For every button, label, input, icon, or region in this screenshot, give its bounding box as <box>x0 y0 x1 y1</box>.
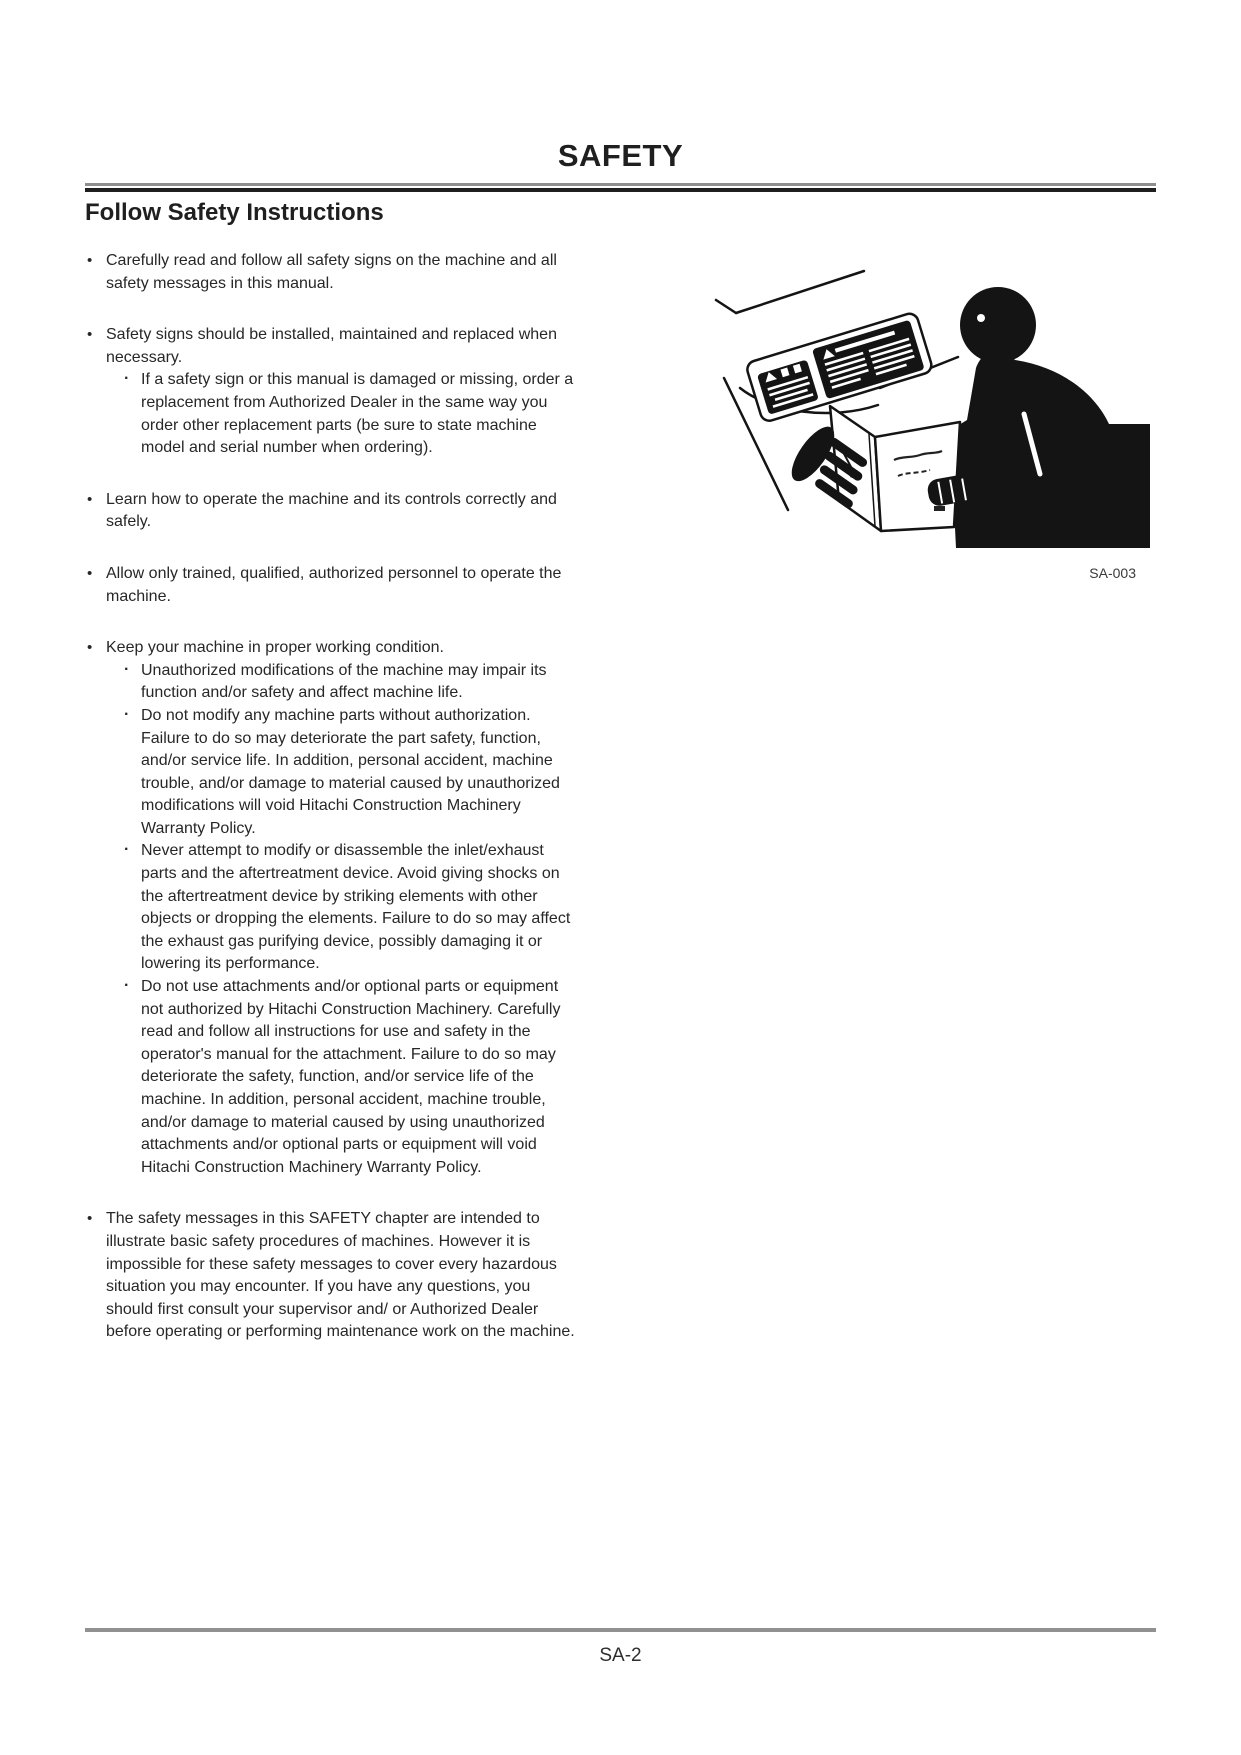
sub-bullet-text: Do not modify any machine parts without authorization. Failure to do so may deteriorate the part safety, function, and/or service life. In addition, personal accident, machine trouble, and/or damage to material caused by unauthorized modifications will void Hitachi Construction Machinery Warranty Policy. <box>141 706 560 837</box>
bullet-text: Allow only trained, qualified, authorized personnel to operate the machine. <box>106 564 562 605</box>
bullet-item <box>85 250 580 295</box>
sub-bullet-item <box>122 369 580 459</box>
sub-bullet-marker: · <box>124 660 130 678</box>
bullet-marker: • <box>87 1210 93 1228</box>
sub-bullet-item <box>122 840 580 976</box>
bullet-marker: • <box>87 639 93 657</box>
warning-labels <box>745 312 933 423</box>
bullet-marker: • <box>87 564 93 582</box>
bullet-text: Safety signs should be installed, maintained and replaced when necessary. <box>106 326 557 366</box>
person-silhouette <box>933 287 1150 548</box>
bullet-item <box>85 1208 580 1344</box>
sub-bullet-marker: · <box>124 977 130 995</box>
sub-bullet-item <box>122 976 580 1179</box>
sub-bullet-marker: · <box>124 841 130 859</box>
section-title: Follow Safety Instructions <box>85 199 384 226</box>
header-rule-dark <box>85 188 1156 192</box>
sub-bullet-marker: · <box>124 705 130 723</box>
sub-bullet-item <box>122 660 580 705</box>
bullet-marker: • <box>87 326 93 344</box>
eye-dot <box>977 314 985 322</box>
person-reading-manual-illustration <box>640 238 1150 548</box>
bullet-text: The safety messages in this SAFETY chapter are intended to illustrate basic safety procedures of machines. However it is impossible for these safety messages to cover every hazardous situation you may encounter. If you have any questions, you should first consult your supervisor and/ or Authorized Dealer before operating or performing maintenance work on the machine. <box>106 1210 575 1341</box>
bullet-item <box>85 563 580 608</box>
sub-bullet-text: Unauthorized modifications of the machine may impair its function and/or safety and affect machine life. <box>141 661 547 702</box>
bullet-marker: • <box>87 490 93 508</box>
sub-bullet-text: If a safety sign or this manual is damaged or missing, order a replacement from Authorized Dealer in the same way you order other replacement parts (be sure to state machine model and serial number when ordering). <box>141 371 574 457</box>
bullet-text: Keep your machine in proper working condition. <box>106 639 444 657</box>
bullet-item <box>85 324 580 460</box>
sub-bullet-text: Never attempt to modify or disassemble the inlet/exhaust parts and the aftertreatment device. Avoid giving shocks on the aftertreatment device by striking elements with other objects or dropping the elements. Failure to do so may affect the exhaust gas purifying device, possibly damaging it or lowering its performance. <box>141 842 571 973</box>
safety-illustration-figure <box>640 238 1150 581</box>
header-rule-gray <box>85 183 1156 186</box>
footer-rule <box>85 1628 1156 1632</box>
bullet-item <box>85 637 580 1179</box>
page-number: SA-2 <box>599 1645 642 1666</box>
bullet-text: Learn how to operate the machine and its controls correctly and safely. <box>106 490 557 531</box>
bullet-text: Carefully read and follow all safety signs on the machine and all safety messages in this manual. <box>106 252 557 292</box>
sub-bullet-marker: · <box>124 370 130 388</box>
manual-logo-mark <box>934 506 945 511</box>
page-header-title: SAFETY <box>557 138 684 173</box>
figure-caption: SA-003 <box>1089 565 1136 581</box>
sub-bullet-text: Do not use attachments and/or optional parts or equipment not authorized by Hitachi Construction Machinery. Carefully read and follow all instructions for use and safety in the operator's manual for the attachment. Failure to do so may deteriorate the safety, function, and/or service life of the machine. In addition, personal accident, machine trouble, and/or damage to material caused by using unauthorized attachments and/or optional parts or equipment will void Hitachi Construction Machinery Warranty Policy. <box>141 978 561 1176</box>
bullet-list <box>85 250 580 1344</box>
bullet-item <box>85 489 580 534</box>
bullet-marker: • <box>87 252 93 269</box>
sub-bullet-item <box>122 705 580 841</box>
